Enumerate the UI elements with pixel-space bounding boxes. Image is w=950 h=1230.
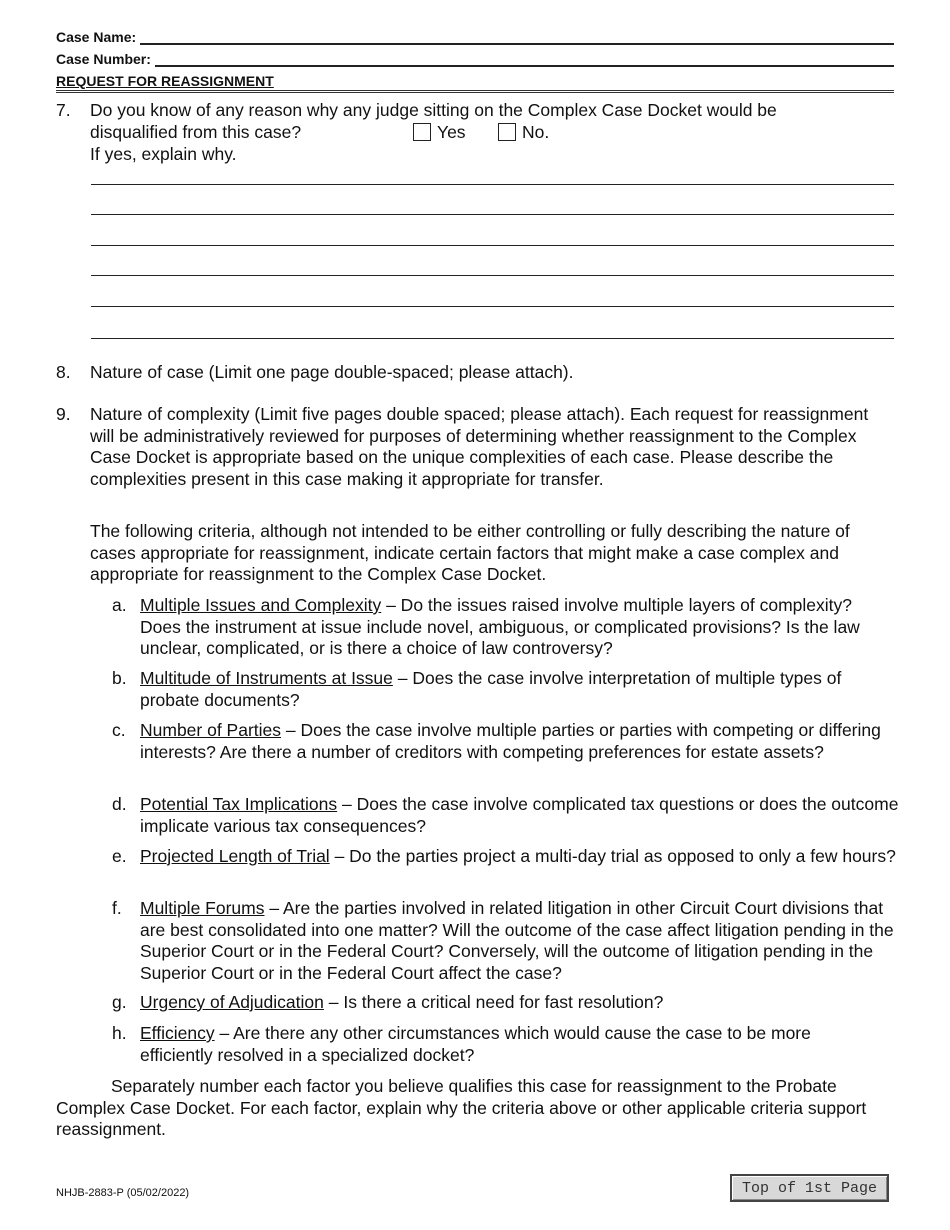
criterion-title: Urgency of Adjudication <box>140 992 324 1012</box>
answer-line[interactable] <box>91 245 894 246</box>
criterion-text: – Do the parties project a multi-day trial as opposed to only a few hours? <box>329 846 896 866</box>
closing-paragraph: Separately number each factor you believe qualifies this case for reassignment to the Probate Complex Case Docket. For each factor, explain why the criteria above or other applicable criteria support reassignment. <box>56 1076 867 1139</box>
q7-yes-option[interactable] <box>413 122 466 144</box>
criterion-text: – Does the case involve multiple parties or parties with competing or differing interests? Are there a number of creditors with competing preferences for estate assets? <box>140 720 881 762</box>
q7-no-option[interactable] <box>498 122 549 144</box>
criterion-text: – Does the case involve interpretation of multiple types of probate documents? <box>140 668 842 710</box>
criterion-letter: d. <box>112 794 127 814</box>
criterion-letter: e. <box>112 846 127 866</box>
q7-question-line1: Do you know of any reason why any judge sitting on the Complex Case Docket would be <box>90 100 777 120</box>
case-number-row <box>56 51 894 67</box>
form-id: NHJB-2883-P (05/02/2022) <box>56 1187 190 1199</box>
yes-label: Yes <box>437 122 466 142</box>
answer-line[interactable] <box>91 214 894 215</box>
criterion-title: Projected Length of Trial <box>140 846 330 866</box>
answer-line[interactable] <box>91 184 894 185</box>
criterion-letter: a. <box>112 595 127 615</box>
criterion-letter: h. <box>112 1023 127 1043</box>
criterion-letter: b. <box>112 668 127 688</box>
criterion-title: Multiple Issues and Complexity <box>140 595 382 615</box>
criterion-title: Number of Parties <box>140 720 282 740</box>
case-name-row <box>56 29 894 45</box>
answer-line[interactable] <box>91 306 894 307</box>
q9-text: Nature of complexity (Limit five pages double spaced; please attach). Each request for reassignment will be administratively reviewed for purposes of determining whether reassignment to the Complex Case Docket is appropriate based on the unique complexities of each case. Please describe the complexities present in this case making it appropriate for transfer. <box>90 404 869 489</box>
q9-number: 9. <box>56 404 71 424</box>
no-checkbox[interactable] <box>498 123 516 141</box>
no-label: No. <box>522 122 550 142</box>
answer-line[interactable] <box>91 275 894 276</box>
q7-question-line2: disqualified from this case? <box>90 122 302 142</box>
criterion-letter: c. <box>112 720 126 740</box>
case-name-label: Case Name: <box>56 29 137 45</box>
criterion-letter: f. <box>112 898 122 918</box>
q7-explain: If yes, explain why. <box>90 144 237 164</box>
case-number-field[interactable] <box>155 51 894 67</box>
criterion-text: – Do the issues raised involve multiple layers of complexity? Does the instrument at issue include novel, ambiguous, or complicated provisions? Is the law unclear, complicated, or is there a choice of law controversy? <box>140 595 860 658</box>
criterion-text: – Are there any other circumstances which would cause the case to be more efficiently resolved in a specialized docket? <box>140 1023 811 1065</box>
criterion-text: – Does the case involve complicated tax questions or does the outcome implicate various tax consequences? <box>140 794 899 836</box>
top-of-first-page-button[interactable]: Top of 1st Page <box>730 1174 889 1202</box>
criterion-letter: g. <box>112 992 127 1012</box>
q8-text: Nature of case (Limit one page double-spaced; please attach). <box>90 362 574 382</box>
yes-checkbox[interactable] <box>413 123 431 141</box>
criterion-text: – Is there a critical need for fast resolution? <box>323 992 664 1012</box>
criterion-text: – Are the parties involved in related litigation in other Circuit Court divisions that are best consolidated into one matter? Will the outcome of the case affect litigation pending in the Superior Court or in the Federal Court? Conversely, will the outcome of litigation pending in the Superior Court or in the Federal Court affect the case? <box>140 898 894 983</box>
case-name-field[interactable] <box>140 29 894 45</box>
section-title: REQUEST FOR REASSIGNMENT <box>56 73 894 93</box>
answer-line[interactable] <box>91 338 894 339</box>
case-number-label: Case Number: <box>56 51 151 67</box>
q9-criteria-intro: The following criteria, although not intended to be either controlling or fully describing the nature of cases appropriate for reassignment, indicate certain factors that might make a case complex and appropriate for reassignment to the Complex Case Docket. <box>90 521 850 584</box>
q8-number: 8. <box>56 362 71 382</box>
q7-number: 7. <box>56 100 71 120</box>
criterion-title: Potential Tax Implications <box>140 794 338 814</box>
criterion-title: Efficiency <box>140 1023 215 1043</box>
criterion-title: Multitude of Instruments at Issue <box>140 668 393 688</box>
criterion-title: Multiple Forums <box>140 898 265 918</box>
